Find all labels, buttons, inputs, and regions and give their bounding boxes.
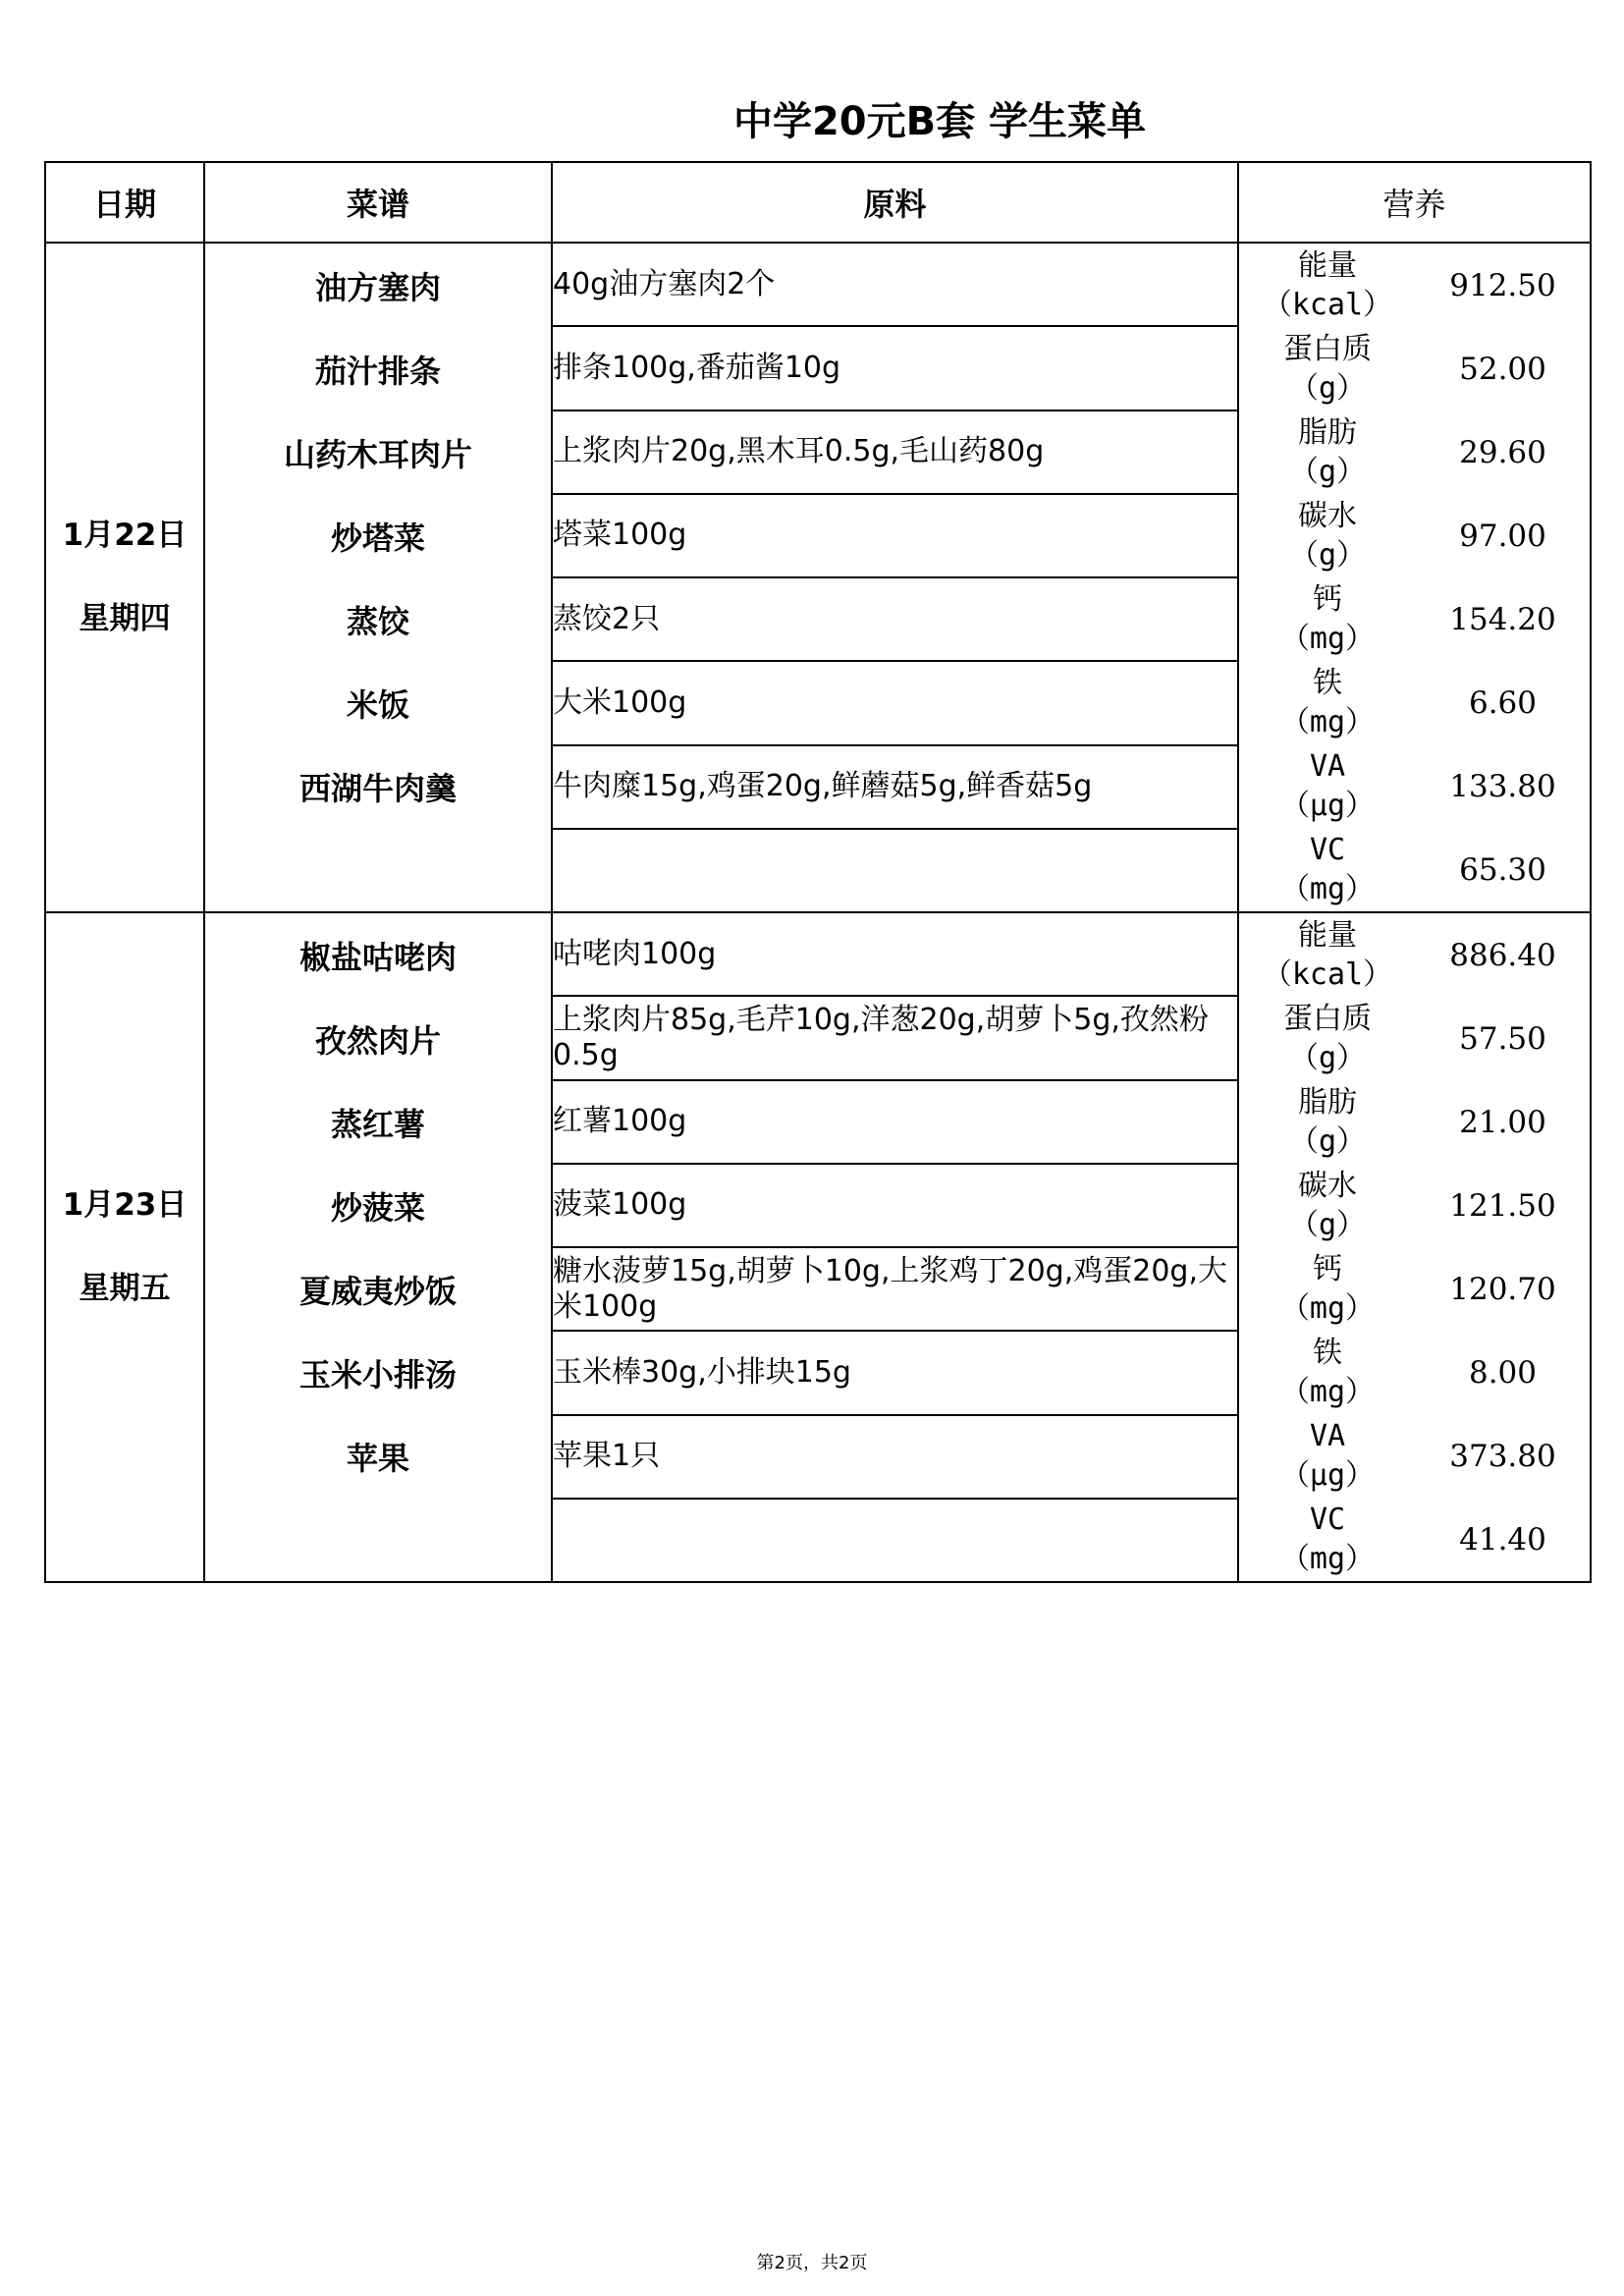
nutrient-name: 碳水 [1298,1168,1357,1203]
page-title: 中学20元B套 学生菜单 [732,99,1147,144]
nutrient-value: 154.20 [1449,601,1556,637]
header-date: 日期 [45,162,204,243]
table-row [45,243,1591,326]
nutrient-name: 钙 [1313,581,1342,617]
nutrition-cell [1238,243,1591,912]
dish-list-cell [204,912,552,1582]
nutrient-value: 21.00 [1459,1104,1546,1140]
header-nutrition: 营养 [1238,162,1591,243]
nutrient-name: VC [1309,832,1346,867]
ingredient-cell: 咕咾肉100g [552,912,1238,996]
nutrition-row [1239,828,1590,911]
nutrient-unit: （μg） [1279,788,1376,823]
nutrient-value: 65.30 [1459,851,1546,888]
nutrition-label [1239,1000,1416,1078]
nutrient-unit: （mg） [1279,704,1376,739]
header-recipe: 菜谱 [204,162,552,243]
nutrient-unit: （g） [1288,537,1367,573]
header-row [45,162,1591,243]
nutrient-unit: （g） [1288,1040,1367,1075]
ingredient-cell: 蒸饺2只 [552,577,1238,661]
nutrient-name: 铁 [1313,665,1342,700]
dish-name: 茄汁排条 [314,352,441,390]
nutrient-name: 钙 [1313,1251,1342,1286]
nutrient-name: VA [1309,748,1346,784]
nutrient-unit: （mg） [1279,1374,1376,1409]
nutrition-label [1239,1250,1416,1329]
ingredient-cell: 上浆肉片20g,黑木耳0.5g,毛山药80g [552,410,1238,494]
header-ingredients: 原料 [552,162,1238,243]
nutrient-name: 能量 [1298,917,1357,953]
nutrient-name: 碳水 [1298,498,1357,533]
nutrient-value: 57.50 [1459,1020,1546,1057]
nutrient-value: 6.60 [1468,684,1538,721]
nutrient-unit: （g） [1288,454,1367,489]
dish-name: 蒸饺 [346,602,409,640]
nutrient-name: 蛋白质 [1283,331,1372,366]
nutrition-label [1239,330,1416,409]
nutrient-unit: （g） [1288,370,1367,406]
nutrient-name: 脂肪 [1298,1084,1357,1120]
table-row [45,912,1591,996]
nutrition-row [1239,1414,1590,1498]
nutrition-label [1239,497,1416,575]
nutrition-row [1239,577,1590,661]
ingredient-cell: 苹果1只 [552,1415,1238,1499]
nutrition-row [1239,1498,1590,1581]
ingredient-cell: 糖水菠萝15g,胡萝卜10g,上浆鸡丁20g,鸡蛋20g,大米100g [552,1247,1238,1331]
dish-name: 苹果 [346,1439,409,1477]
nutrient-unit: （mg） [1279,1541,1376,1576]
nutrition-label [1239,747,1416,826]
nutrient-unit: （kcal） [1262,957,1393,992]
nutrient-unit: （mg） [1279,1290,1376,1326]
ingredient-cell: 塔菜100g [552,494,1238,577]
nutrient-value: 120.70 [1449,1271,1556,1307]
nutrition-row [1239,997,1590,1080]
nutrient-unit: （kcal） [1262,287,1393,322]
ingredient-cell [552,829,1238,912]
nutrition-row [1239,661,1590,744]
nutrition-label [1239,1083,1416,1162]
nutrient-value: 133.80 [1449,768,1556,804]
ingredient-cell: 牛肉糜15g,鸡蛋20g,鲜蘑菇5g,鲜香菇5g [552,745,1238,829]
nutrition-row [1239,1164,1590,1247]
dish-name: 蒸红薯 [330,1105,425,1143]
nutrient-value: 8.00 [1468,1354,1538,1391]
dish-list-cell [204,243,552,912]
dish-name: 西湖牛肉羹 [298,769,457,807]
ingredient-cell: 40g油方塞肉2个 [552,243,1238,326]
menu-table [44,161,1592,1583]
ingredient-cell [552,1499,1238,1582]
ingredient-cell: 排条100g,番茄酱10g [552,326,1238,410]
day-date: 1月22日 [62,518,188,553]
nutrient-unit: （μg） [1279,1457,1376,1493]
nutrient-name: 脂肪 [1298,414,1357,450]
day-date-cell [45,243,204,912]
nutrition-label [1239,1334,1416,1412]
nutrient-unit: （g） [1288,1207,1367,1242]
nutrient-unit: （g） [1288,1123,1367,1159]
nutrition-label [1239,664,1416,742]
nutrient-unit: （mg） [1279,871,1376,906]
ingredient-cell: 红薯100g [552,1080,1238,1164]
nutrition-label [1239,580,1416,659]
nutrition-row [1239,494,1590,577]
nutrient-value: 121.50 [1449,1187,1556,1224]
nutrient-name: 蛋白质 [1283,1001,1372,1036]
nutrient-name: 铁 [1313,1335,1342,1370]
dish-name: 玉米小排汤 [298,1355,457,1394]
ingredient-cell: 玉米棒30g,小排块15g [552,1331,1238,1414]
nutrition-label [1239,413,1416,492]
nutrition-row [1239,744,1590,828]
dish-name: 米饭 [346,685,409,724]
ingredient-cell: 上浆肉片85g,毛芹10g,洋葱20g,胡萝卜5g,孜然粉0.5g [552,996,1238,1079]
nutrition-row [1239,913,1590,997]
nutrition-label [1239,1167,1416,1245]
nutrition-label [1239,1501,1416,1579]
nutrient-value: 52.00 [1459,351,1546,387]
nutrition-row [1239,244,1590,327]
nutrition-row [1239,1331,1590,1414]
nutrition-row [1239,327,1590,410]
nutrient-value: 373.80 [1449,1438,1556,1474]
dish-name: 山药木耳肉片 [283,435,472,473]
nutrient-name: VC [1309,1502,1346,1537]
page-footer: 第2页，共2页 [756,2253,868,2273]
day-date-cell [45,912,204,1582]
nutrient-value: 912.50 [1449,267,1556,303]
nutrient-value: 886.40 [1449,937,1556,973]
dish-name: 椒盐咕咾肉 [298,938,457,976]
dish-name: 油方塞肉 [314,268,441,306]
nutrition-label [1239,916,1416,995]
nutrition-row [1239,410,1590,494]
nutrient-value: 97.00 [1459,518,1546,554]
nutrient-value: 29.60 [1459,434,1546,470]
day-weekday: 星期四 [79,601,171,636]
nutrient-value: 41.40 [1459,1521,1546,1558]
dish-name: 孜然肉片 [314,1021,441,1060]
nutrition-row [1239,1247,1590,1331]
dish-name: 炒塔菜 [330,519,425,557]
dish-name: 夏威夷炒饭 [298,1272,457,1310]
ingredient-cell: 菠菜100g [552,1164,1238,1247]
nutrient-unit: （mg） [1279,621,1376,656]
nutrient-name: 能量 [1298,247,1357,283]
nutrient-name: VA [1309,1418,1346,1453]
nutrition-label [1239,831,1416,909]
day-date: 1月23日 [62,1187,188,1223]
day-weekday: 星期五 [79,1271,171,1306]
ingredient-cell: 大米100g [552,661,1238,744]
dish-name: 炒菠菜 [330,1188,425,1227]
nutrition-label [1239,246,1416,325]
nutrition-label [1239,1417,1416,1496]
nutrition-row [1239,1080,1590,1164]
nutrition-cell [1238,912,1591,1582]
